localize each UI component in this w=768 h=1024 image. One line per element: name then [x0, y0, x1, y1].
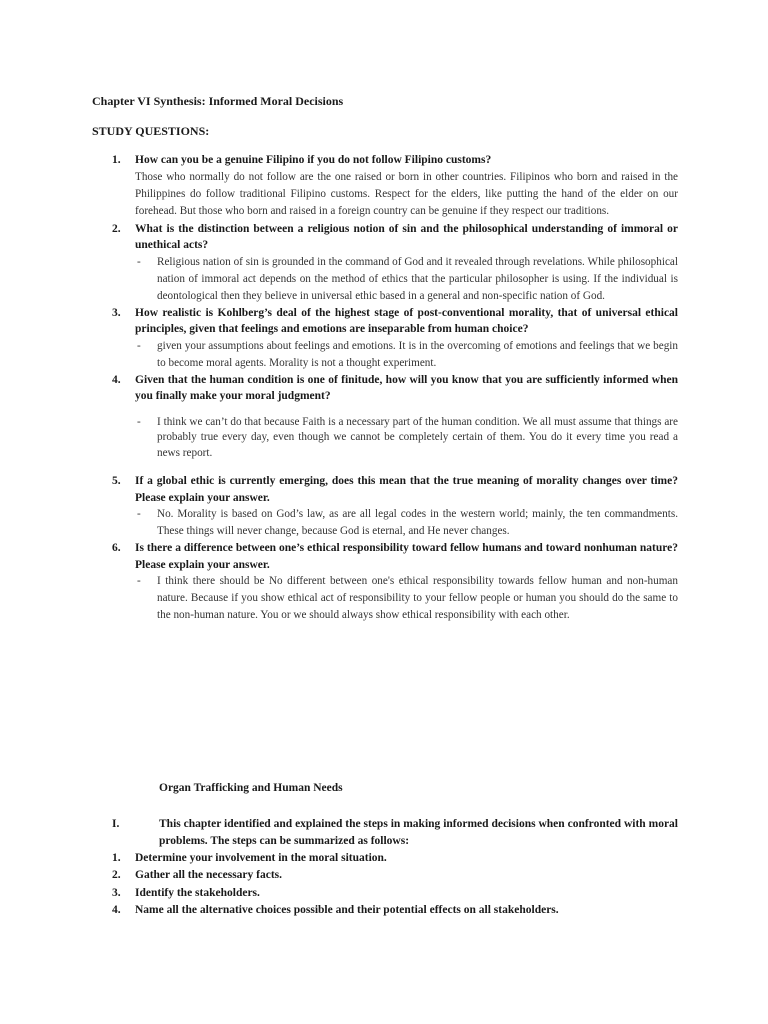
intro-text: This chapter identified and explained the steps in making informed decisions when confronted with moral problems. The steps can be summarized as follows:: [159, 818, 678, 847]
document-title: Chapter VI Synthesis: Informed Moral Decisions: [92, 94, 344, 108]
step-number: 2.: [112, 869, 121, 882]
answer-bullet: -: [137, 415, 141, 428]
question-number: 1.: [112, 154, 121, 166]
step-item: [92, 850, 678, 867]
answer-bullet: -: [137, 575, 141, 587]
intro-paragraph: [92, 816, 678, 850]
answer-bullet: -: [137, 339, 141, 352]
step-item: [92, 867, 678, 884]
answer-bullet: -: [137, 508, 141, 520]
question-item: [92, 540, 678, 624]
question-item: [92, 372, 678, 474]
question-number: 4.: [112, 373, 121, 386]
steps-list: [92, 850, 678, 919]
question-number: 2.: [112, 222, 121, 235]
section-heading: STUDY QUESTIONS:: [92, 124, 210, 138]
question-item: [92, 473, 678, 540]
step-item: [92, 885, 678, 902]
step-text: Gather all the necessary facts.: [135, 869, 283, 882]
answer-text: I think there should be No different between one's ethical responsibility towards fellow human and non-human nature. Because if you show ethical act of responsibility to your fellow people or human you should do the same to the non-human nature. You or we should always show ethical responsibility with each other.: [157, 575, 678, 621]
question-text: Is there a difference between one’s ethical responsibility toward fellow humans and toward nonhuman nature? Please explain your answer.: [135, 542, 678, 571]
question-list: [92, 152, 678, 624]
answer-text: I think we can’t do that because Faith is a necessary part of the human condition. We all must assume that things are probably true every day, even though we cannot be completely certain of them. You do it every time you read a news report.: [157, 415, 678, 459]
step-number: 4.: [112, 903, 121, 916]
answer-bullet: -: [137, 255, 141, 268]
answer-text: given your assumptions about feelings and emotions. It is in the overcoming of emotions and feelings that we begin to become moral agents. Morality is not a thought experiment.: [157, 339, 678, 369]
step-text: Name all the alternative choices possible and their potential effects on all stakeholders.: [135, 903, 559, 916]
question-text: How realistic is Kohlberg’s deal of the highest stage of post-conventional morality, that of universal ethical principles, given that feelings and emotions are inseparable from human choice?: [135, 306, 678, 335]
step-item: [92, 902, 678, 919]
step-number: 3.: [112, 886, 121, 899]
question-text: If a global ethic is currently emerging, does this mean that the true meaning of morality changes over time? Please explain your answer.: [135, 475, 678, 504]
answer-text: Religious nation of sin is grounded in the command of God and it revealed through revelations. While philosophical nation of immoral act depends on the method of ethics that the particular philosopher is using. If the individual is deontological then they believe in universal ethic based in a general and non-specific nation of God.: [157, 255, 678, 302]
answer-text: Those who normally do not follow are the one raised or born in other countries. Filipinos who born and raised in the Philippines do follow traditional Filipino customs. Respect for the elders, like putting the hand of the elder on our forehead. But those who born and raised in a foreign country can be genuine if they respect our traditions.: [135, 170, 678, 217]
question-number: 5.: [112, 475, 121, 487]
step-text: Identify the stakeholders.: [135, 886, 260, 899]
step-number: 1.: [112, 852, 121, 864]
question-item: [92, 305, 678, 372]
answer-text: No. Morality is based on God’s law, as are all legal codes in the western world; mainly, the ten commandments. These things will never change, because God is eternal, and He never changes.: [157, 508, 678, 537]
question-text: How can you be a genuine Filipino if you do not follow Filipino customs?: [135, 154, 492, 166]
question-number: 3.: [112, 306, 121, 319]
question-item: [92, 152, 678, 220]
question-item: [92, 221, 678, 305]
step-text: Determine your involvement in the moral situation.: [135, 852, 387, 864]
section-title: Organ Trafficking and Human Needs: [159, 782, 343, 794]
question-text: Given that the human condition is one of finitude, how will you know that you are sufficiently informed when you finally make your moral judgment?: [135, 373, 678, 402]
roman-numeral: I.: [112, 818, 120, 830]
question-number: 6.: [112, 542, 121, 554]
question-text: What is the distinction between a religious notion of sin and the philosophical understanding of immoral or unethical acts?: [135, 222, 678, 251]
